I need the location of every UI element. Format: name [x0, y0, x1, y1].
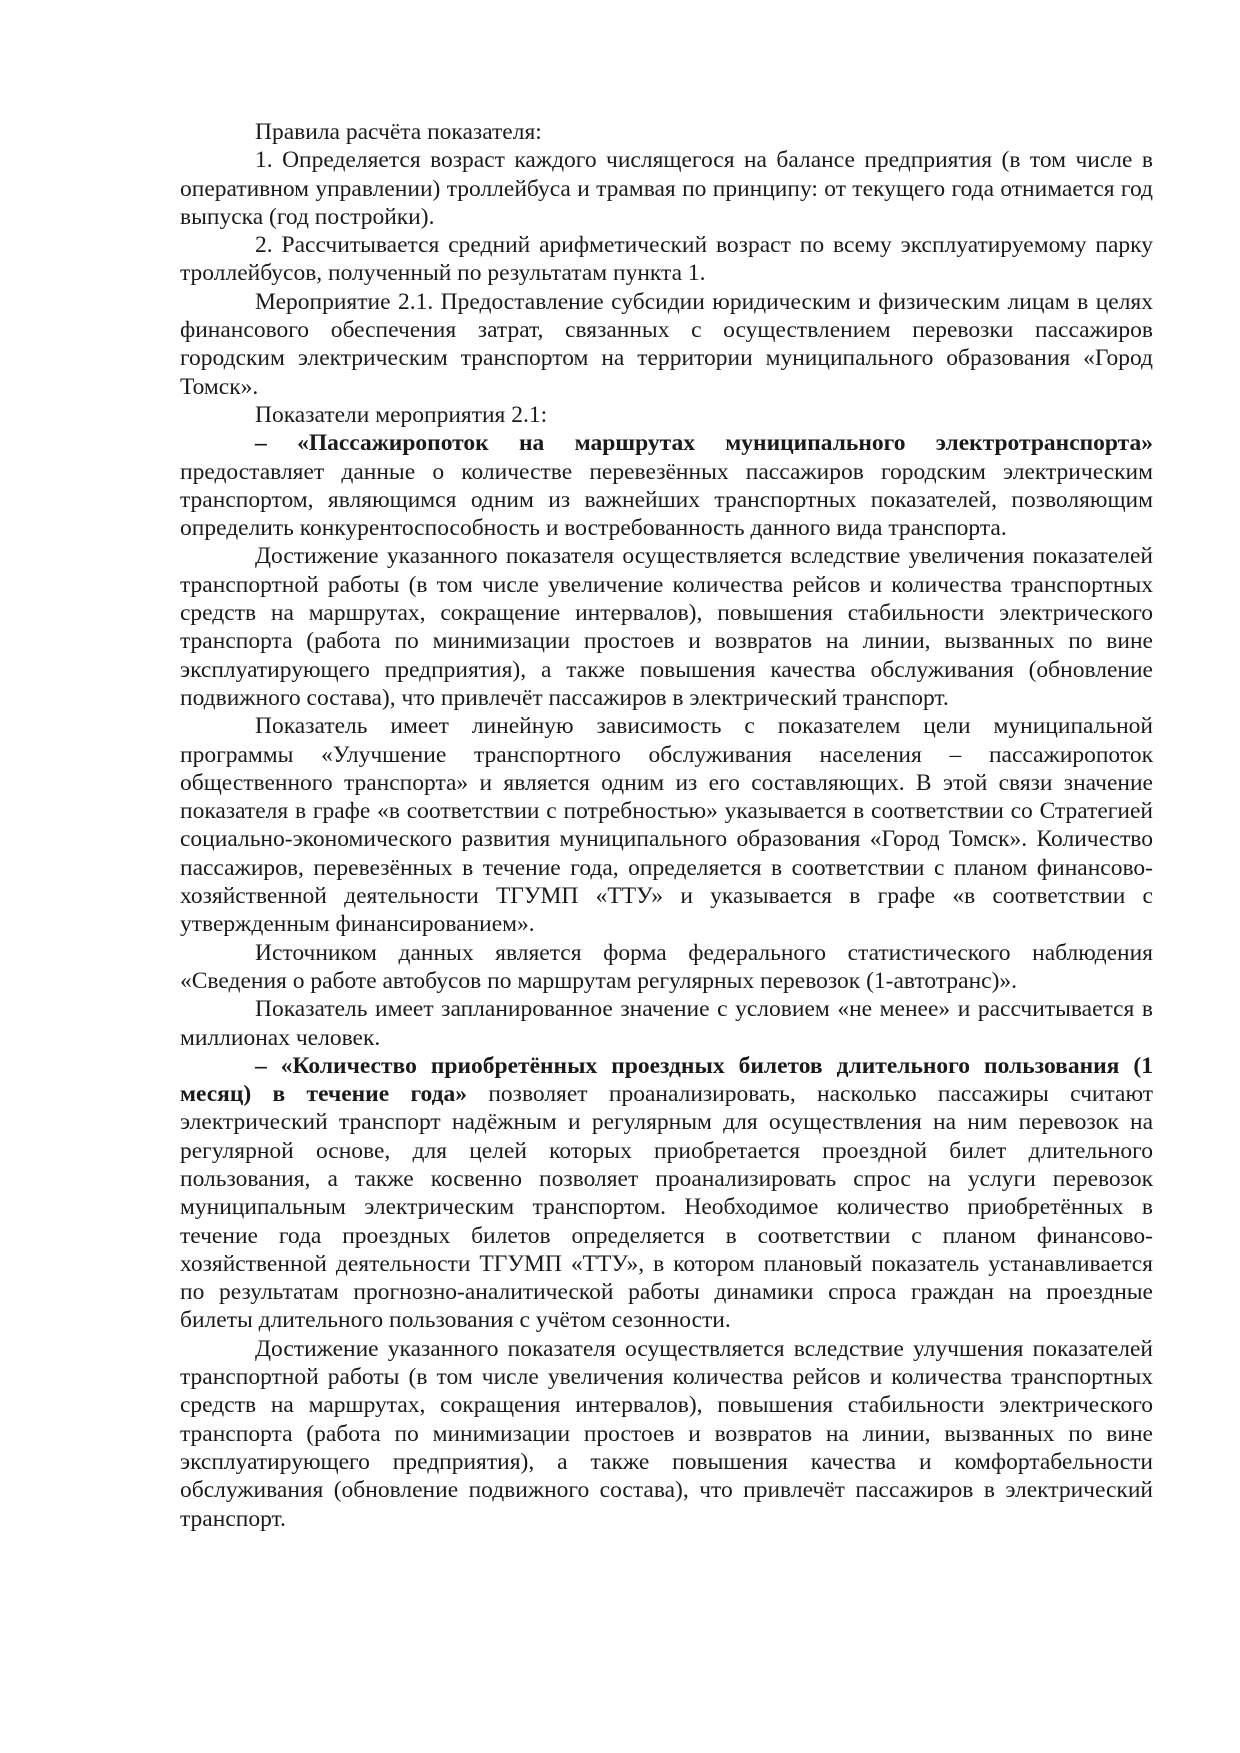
paragraph-passenger-flow — [180, 429, 1153, 542]
paragraph-rule-1: 1. Определяется возраст каждого числящегося на балансе предприятия (в том числе в оперативном управлении) троллейбуса и трамвая по принципу: от текущего года отнимается год выпуска (год постройки). — [180, 147, 1153, 230]
passenger-flow-text: предоставляет данные о количестве перевезённых пассажиров городским электрическим транспортом, являющимся одним из важнейших транспортных показателей, позволяющим определить конкурентоспособность и востребованность данного вида транспорта. — [180, 458, 1153, 542]
paragraph-achievement-2: Достижение указанного показателя осуществляется вследствие улучшения показателей транспортной работы (в том числе увеличения количества рейсов и количества транспортных средств на маршрутах, сокращения интервалов), повышения стабильности электрического транспорта (работа по минимизации простоев и возвратов на линии, вызванных по вине эксплуатирующего предприятия), а также повышения качества и комфортабельности обслуживания (обновление подвижного состава), что привлечёт пассажиров в электрический транспорт. — [180, 1335, 1153, 1532]
paragraph-tickets-count — [180, 1052, 1153, 1335]
tickets-count-text: позволяет проанализировать, насколько пассажиры считают электрический транспорт надёжным и регулярным для осуществления на ним перевозок на регулярной основе, для целей которых приобретается проездной билет длительного пользования, а также косвенно позволяет проанализировать спрос на услуги перевозок муниципальным электрическим транспортом. Необходимое количество приобретённых в течение года проездных билетов определяется в соответствии с планом финансово-хозяйственной деятельности ТГУМП «ТТУ», в котором плановый показатель устанавливается по результатам прогнозно-аналитической работы динамики спроса граждан на проездные билеты длительного пользования с учётом сезонности. — [180, 1081, 1153, 1334]
paragraph-linear-dependency: Показатель имеет линейную зависимость с показателем цели муниципальной программы «Улучшение транспортного обслуживания населения – пассажиропоток общественного транспорта» и является одним из его составляющих. В этой связи значение показателя в графе «в соответствии с потребностью» указывается в соответствии со Стратегией социально-экономического развития муниципального образования «Город Томск». Количество пассажиров, перевезённых в течение года, определяется в соответствии с планом финансово-хозяйственной деятельности ТГУМП «ТТУ» и указывается в графе «в соответствии с утвержденным финансированием». — [180, 713, 1153, 938]
passenger-flow-title: – «Пассажиропоток на маршрутах муниципального электротранспорта» — [255, 430, 1153, 457]
paragraph-rule-2: 2. Рассчитывается средний арифметический возраст по всему эксплуатируемому парку троллейбусов, полученный по результатам пункта 1. — [180, 232, 1153, 287]
paragraph-achievement-1: Достижение указанного показателя осуществляется вследствие увеличения показателей транспортной работы (в том числе увеличение количества рейсов и количества транспортных средств на маршрутах, сокращение интервалов), повышения стабильности электрического транспорта (работа по минимизации простоев и возвратов на линии, вызванных по вине эксплуатирующего предприятия), а также повышения качества обслуживания (обновление подвижного состава), что привлечёт пассажиров в электрический транспорт. — [180, 543, 1153, 711]
paragraph-measure-indicators-heading: Показатели мероприятия 2.1: — [255, 401, 548, 428]
tickets-count-title: – «Количество приобретённых проездных билетов длительного пользования (1 месяц) в течение года» — [180, 1052, 1153, 1108]
paragraph-planned-value: Показатель имеет запланированное значение с условием «не менее» и рассчитывается в миллионах человек. — [180, 996, 1153, 1051]
paragraph-data-source: Источником данных является форма федерального статистического наблюдения «Сведения о работе автобусов по маршрутам регулярных перевозок (1-автотранс)». — [180, 939, 1153, 994]
paragraph-calc-rules-heading: Правила расчёта показателя: — [255, 119, 542, 145]
document-body — [180, 118, 1153, 1533]
paragraph-measure-2-1: Мероприятие 2.1. Предоставление субсидии юридическим и физическим лицам в целях финансового обеспечения затрат, связанных с осуществлением перевозки пассажиров городским электрическим транспортом на территории муниципального образования «Город Томск». — [180, 288, 1153, 400]
